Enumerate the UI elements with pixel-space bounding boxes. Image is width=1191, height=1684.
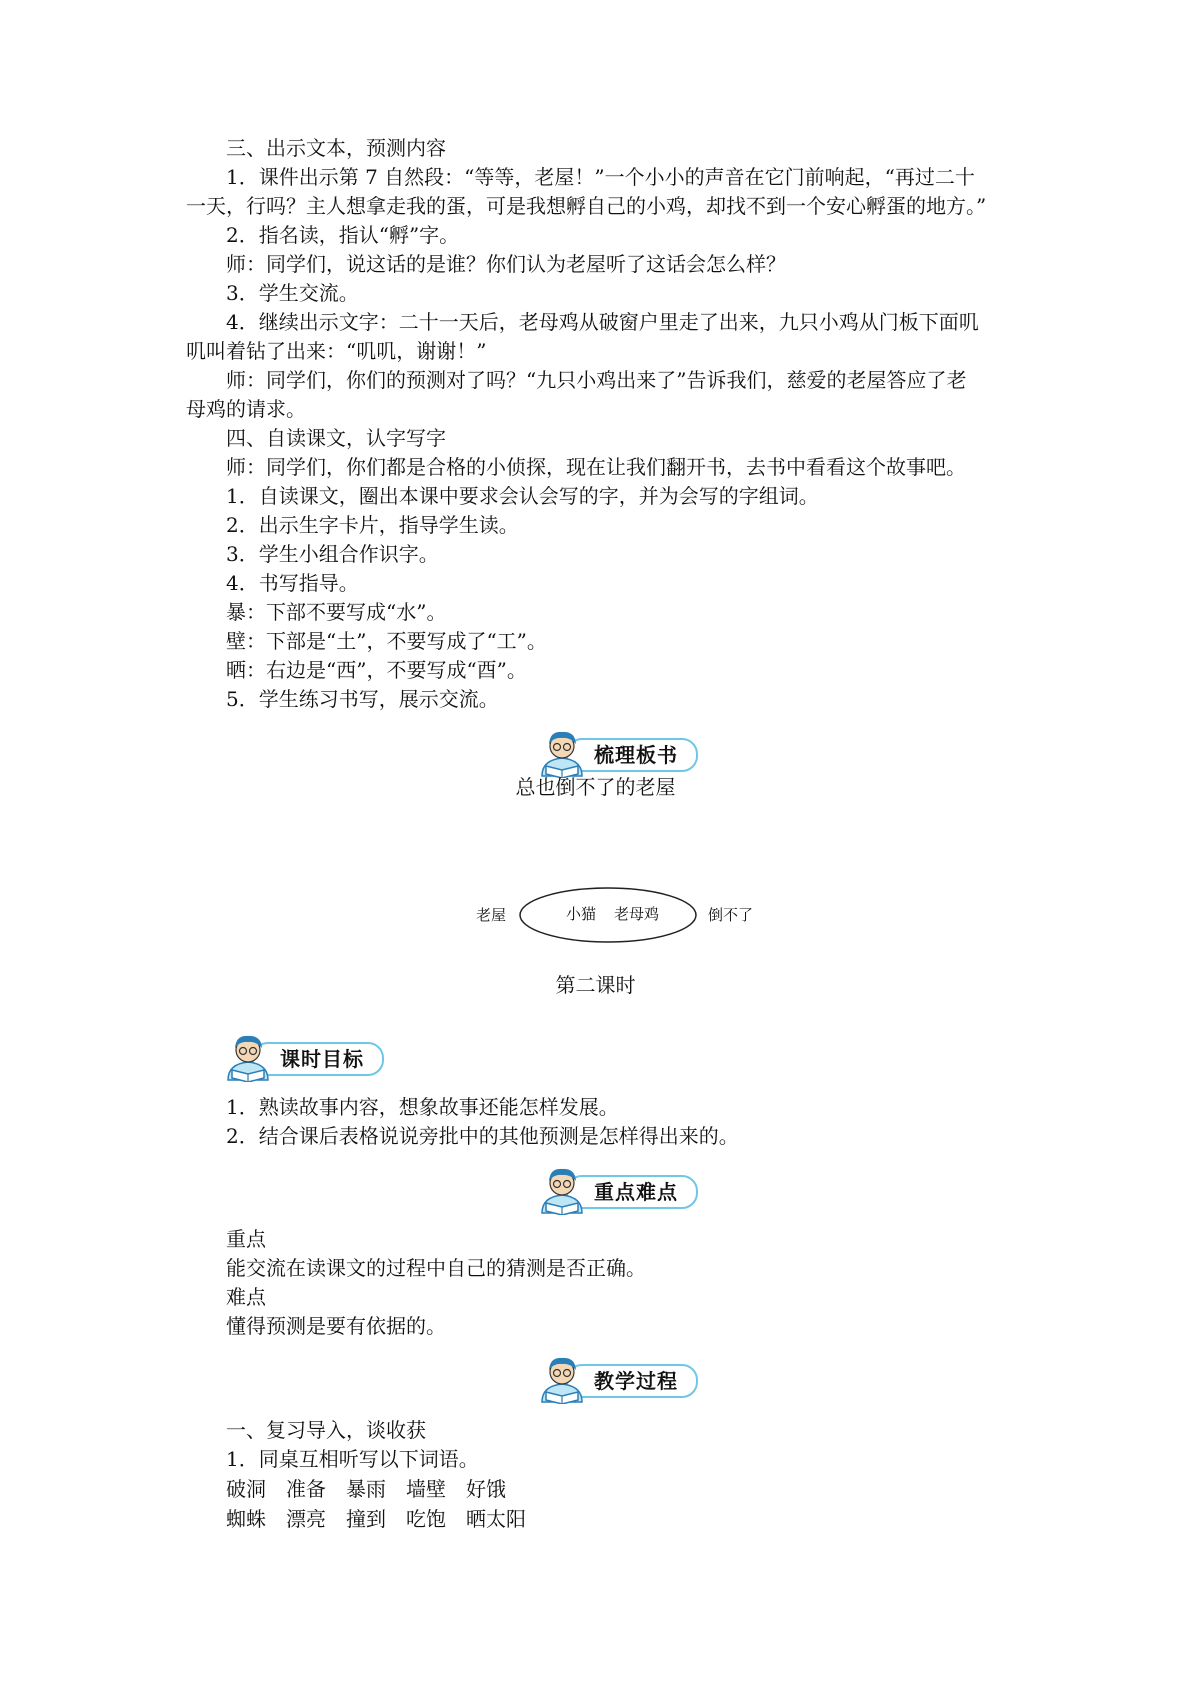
section3-teacher-answer-line1: 师：同学们，你们的预测对了吗？“九只小鸡出来了”告诉我们，慈爱的老屋答应了老 [226,368,967,392]
student-reading-icon [536,1352,588,1404]
section3-item2: 2．指名读，指认“孵”字。 [226,223,460,247]
section4-teacher: 师：同学们，你们都是合格的小侦探，现在让我们翻开书，去书中看看这个故事吧。 [226,455,966,479]
section3-heading: 三、出示文本，预测内容 [226,136,446,160]
process-badge [536,1352,706,1404]
board-badge [536,726,706,778]
board-title: 总也倒不了的老屋 [515,775,676,799]
student-reading-icon [536,726,588,778]
hard-label: 难点 [226,1285,266,1309]
section4-item1: 1．自读课文，圈出本课中要求会认会写的字，并为会写的字组词。 [226,484,819,508]
board-inside-hen: 老母鸡 [614,905,660,923]
dictation-words-row-1: 破洞 准备 暴雨 墙壁 好饿 [226,1477,506,1501]
key-badge-label: 重点难点 [566,1175,698,1209]
goals-badge-label: 课时目标 [252,1042,384,1076]
key-badge [536,1163,706,1215]
key-text: 能交流在读课文的过程中自己的猜测是否正确。 [226,1256,646,1280]
section4-item5: 5．学生练习书写，展示交流。 [226,687,499,711]
board-left-label: 老屋 [476,906,507,924]
goal-1: 1．熟读故事内容，想象故事还能怎样发展。 [226,1095,619,1119]
student-reading-icon [536,1163,588,1215]
section4-item3: 3．学生小组合作识字。 [226,542,439,566]
section4-item4: 4．书写指导。 [226,571,359,595]
board-diagram [476,880,754,950]
section4-item2: 2．出示生字卡片，指导学生读。 [226,513,519,537]
section4-note-shai: 晒：右边是“西”，不要写成“酉”。 [226,658,527,682]
dictation-words-row-2: 蜘蛛 漂亮 撞到 吃饱 晒太阳 [226,1507,526,1531]
section3-item4-line2: 叽叫着钻了出来：“叽叽，谢谢！” [186,339,487,363]
board-right-label: 倒不了 [708,906,754,924]
board-badge-label: 梳理板书 [566,738,698,772]
section4-note-bao: 暴：下部不要写成“水”。 [226,600,447,624]
goals-badge [222,1030,392,1082]
student-reading-icon [222,1030,274,1082]
lesson2-title: 第二课时 [555,973,636,997]
hard-text: 懂得预测是要有依据的。 [226,1314,446,1338]
board-ellipse [480,880,740,950]
board-inside-cat: 小猫 [566,905,597,923]
section3-teacher-answer-line2: 母鸡的请求。 [186,397,306,421]
section4-heading: 四、自读课文，认字写字 [226,426,446,450]
section3-teacher-question: 师：同学们，说这话的是谁？你们认为老屋听了这话会怎么样？ [226,252,786,276]
process-badge-label: 教学过程 [566,1364,698,1398]
section3-item1-line2: 一天，行吗？主人想拿走我的蛋，可是我想孵自己的小鸡，却找不到一个安心孵蛋的地方。” [186,194,987,218]
key-label: 重点 [226,1227,266,1251]
section4-note-bi: 壁：下部是“土”，不要写成了“工”。 [226,629,547,653]
section3-item1-line1: 1．课件出示第 7 自然段：“等等，老屋！”一个小小的声音在它门前响起，“再过二十 [226,165,975,189]
section3-item3: 3．学生交流。 [226,281,359,305]
process-item-1: 1．同桌互相听写以下词语。 [226,1447,479,1471]
goal-2: 2．结合课后表格说说旁批中的其他预测是怎样得出来的。 [226,1124,739,1148]
section3-item4-line1: 4．继续出示文字：二十一天后，老母鸡从破窗户里走了出来，九只小鸡从门板下面叽 [226,310,979,334]
process-heading-1: 一、复习导入，谈收获 [226,1418,426,1442]
